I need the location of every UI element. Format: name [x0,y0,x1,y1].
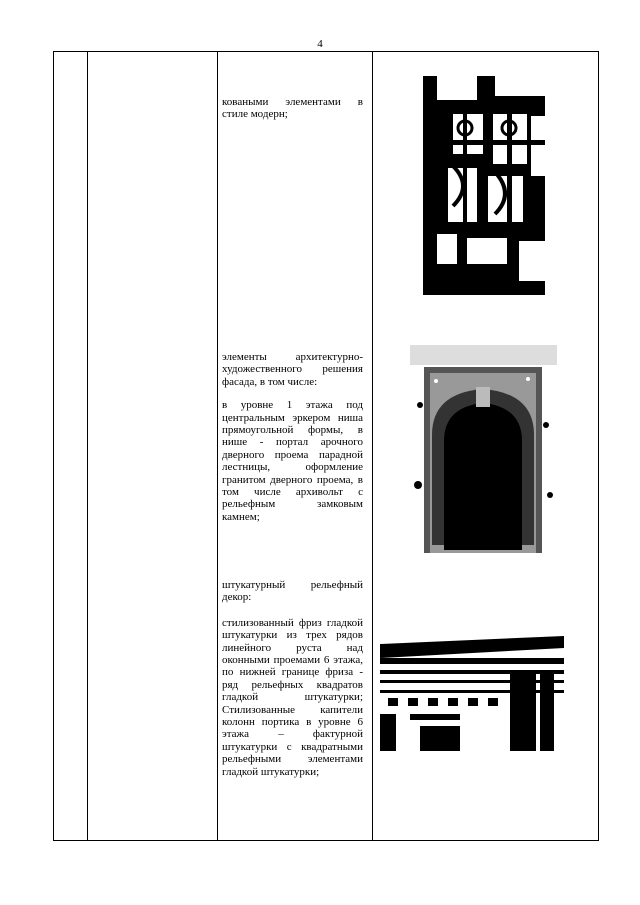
feature-description-wrought-iron [222,96,363,121]
feature-paragraph: в уровне 1 этажа под центральным эркером ниша прямоугольной формы, в нише - портал арочного дверного проема парадной лестницы, оформление гранитом дверного проема, в том числе архивольт с рельефным замковым камнем; [222,399,363,523]
feature-paragraph: коваными элементами в стиле модерн; [222,96,363,121]
arched-doorway-photo [410,345,557,553]
stucco-frieze-photo [380,614,564,751]
column-divider [87,52,88,840]
feature-description-facade [222,351,363,523]
feature-paragraph: штукатурный рельефный декор: [222,579,363,604]
feature-paragraph: стилизованный фриз гладкой штукатурки из трех рядов линейного руста над оконными проемами 6 этажа, по нижней границе фриза - ряд рельефных квадратов гладкой штукатурки; Стилизованные капители колонн портика в уровне 6 этажа – фактурной штукатурки с квадратными рельефными элементами гладкой штукатурки; [222,616,363,778]
feature-paragraph: элементы архитектурно-художественного решения фасада, в том числе: [222,351,363,388]
feature-description-stucco [222,579,363,778]
wrought-iron-railing-photo [423,76,545,295]
page-number: 4 [317,38,323,50]
column-divider [217,52,218,840]
column-divider [372,52,373,840]
